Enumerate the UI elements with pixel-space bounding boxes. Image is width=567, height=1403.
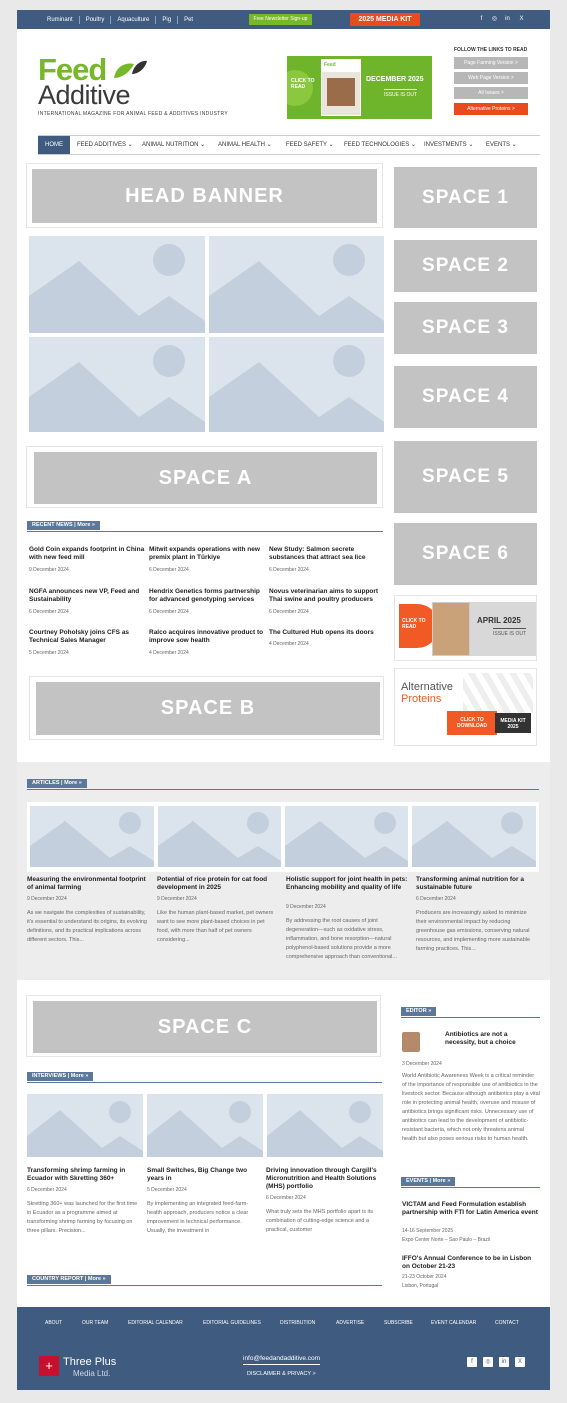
event-date: 21-23 October 2024 [402,1274,447,1280]
nav-animal-nutrition-label: ANIMAL NUTRITION [142,142,199,148]
main-nav [38,135,540,155]
top-nav-pet[interactable]: Pet [184,17,194,23]
editor-avatar [402,1032,420,1052]
interview-title[interactable]: Transforming shrimp farming in Ecuador with Skretting 360+ [27,1167,126,1182]
interview-excerpt: By implementing an integrated feed-farm-health approach, producers notice a clear improvement in technical performance. Usually, the investment in [147,1201,249,1234]
footer-x-icon[interactable]: X [515,1357,525,1367]
space-6-banner[interactable]: SPACE 6 [394,523,537,585]
leaf-icon [112,58,148,80]
interview-image[interactable] [27,1094,143,1157]
ad-click-text: CLICK TO READ [291,78,315,90]
interview-title[interactable]: Driving innovation through Cargill's Micronutrition and Health Solutions (MHS) portfolio [266,1167,377,1190]
footer-disclaimer-link[interactable]: DISCLAIMER & PRIVACY > [247,1371,316,1377]
footer-instagram-icon[interactable]: ◎ [483,1357,493,1367]
article-title[interactable]: Measuring the environmental footprint of animal farming [27,876,146,891]
nav-feed-technologies-label: FEED TECHNOLOGIES [344,142,410,148]
footer-link-our-team[interactable]: OUR TEAM [82,1320,109,1326]
follow-link-page-farming[interactable]: Page Farming Version > [454,57,528,69]
footer-link-editorial-calendar[interactable]: EDITORIAL CALENDAR [128,1320,183,1326]
events-header[interactable] [401,1177,540,1188]
news-title[interactable]: New Study: Salmon secrete substances that attract sea lice [269,546,366,561]
december-issue-ad[interactable] [287,56,432,119]
follow-link-web-page[interactable]: Web Page Version > [454,72,528,84]
article-excerpt: By addressing the root causes of joint degeneration—such as oxidative stress, inflammation, and bone resorption—natural polyphenol-based solutions provide a more comprehensive approach than conventional... [286,918,397,960]
follow-link-alternative-proteins[interactable]: Alternative Proteins > [454,103,528,115]
april-ad-month: APRIL 2025 [477,616,521,625]
footer-link-editorial-guidelines[interactable]: EDITORIAL GUIDELINES [203,1320,261,1326]
footer-facebook-icon[interactable]: f [467,1357,477,1367]
april-ad-status: ISSUE IS OUT [493,628,526,637]
nav-investments[interactable]: INVESTMENTS ⌄ [424,142,474,148]
interview-excerpt: What truly sets the MHS portfolio apart is its combination of cutting-edge science and a practical, customer [266,1209,373,1233]
event-title[interactable]: IFFO's Annual Conference to be in Lisbon on October 21-23 [402,1255,532,1270]
alt-ad-line1: Alternative [401,681,453,693]
nav-events-label: EVENTS [486,142,511,148]
image-placeholder-icon [267,1094,383,1157]
country-report-header[interactable] [27,1275,382,1286]
news-date: 4 December 2024 [149,650,189,656]
event-title[interactable]: VICTAM and Feed Formulation establish partnership with FTI for Latin America event [402,1201,538,1216]
interviews-header[interactable] [27,1072,382,1083]
footer-link-advertise[interactable]: ADVERTISE [336,1320,365,1326]
editor-header[interactable] [401,1007,540,1018]
image-placeholder-icon [27,1094,143,1157]
image-placeholder-icon [412,806,536,867]
article-image[interactable] [412,806,536,867]
x-icon[interactable]: X [519,16,524,22]
news-date: 6 December 2024 [149,567,189,573]
nav-events[interactable]: EVENTS ⌄ [486,142,517,148]
image-placeholder-icon [29,337,205,432]
logo-additive-text[interactable]: Additive [38,80,131,110]
news-title[interactable]: Ralco acquires innovative product to improve sow health [149,629,264,644]
logo-tagline: INTERNATIONAL MAGAZINE FOR ANIMAL FEED & ADDITIVES INDUSTRY [38,111,228,117]
events-label[interactable]: EVENTS | More » [401,1177,455,1186]
article-image[interactable] [30,806,154,867]
editor-label[interactable]: EDITOR » [401,1007,436,1016]
footer-linkedin-icon[interactable]: in [499,1357,509,1367]
news-date: 9 December 2024 [29,567,69,573]
news-date: 6 December 2024 [269,609,309,615]
top-nav-aquaculture[interactable]: Aquaculture [111,16,156,24]
alternative-proteins-ad[interactable] [394,668,537,746]
recent-news-header[interactable] [27,521,383,532]
recent-news-label[interactable]: RECENT NEWS | More » [27,521,100,530]
article-date: 9 December 2024 [27,896,67,902]
interview-image[interactable] [267,1094,383,1157]
news-title[interactable]: NGFA announces new VP, Feed and Sustainability [29,588,140,603]
ad-status: ISSUE IS OUT [384,89,417,98]
space-2-banner[interactable]: SPACE 2 [394,240,537,292]
nav-feed-additives[interactable]: FEED ADDITIVES ⌄ [77,142,133,148]
nav-feed-safety[interactable]: FEED SAFETY ⌄ [286,142,334,148]
article-title[interactable]: Holistic support for joint health in pets: Enhancing mobility and quality of life [286,876,408,891]
april-issue-ad[interactable] [394,595,537,661]
footer-link-distribution[interactable]: DISTRIBUTION [280,1320,316,1326]
image-placeholder-icon [209,236,384,333]
nav-feed-technologies[interactable]: FEED TECHNOLOGIES ⌄ [344,142,416,148]
news-title[interactable]: The Cultured Hub opens its doors [269,629,374,636]
follow-link-all-issues[interactable]: All Issues > [454,87,528,99]
top-nav-poultry[interactable]: Poultry [80,16,112,24]
news-title[interactable]: Mitwit expands operations with new premix plant in Türkiye [149,546,260,561]
footer-link-contact[interactable]: CONTACT [495,1320,519,1326]
news-date: 6 December 2024 [29,609,69,615]
hex-pattern [463,673,533,713]
articles-header[interactable] [27,779,539,790]
footer-link-about[interactable]: ABOUT [45,1320,63,1326]
featured-image-2[interactable] [209,236,384,333]
image-placeholder-icon [209,337,384,432]
facebook-icon[interactable]: f [480,16,483,22]
interview-date: 6 December 2024 [266,1195,306,1201]
image-placeholder-icon [30,806,154,867]
featured-image-3[interactable] [29,337,205,432]
image-placeholder-icon [147,1094,263,1157]
top-bar [17,10,550,29]
news-title[interactable]: Novus veterinarian aims to support Thai swine and poultry producers [269,588,379,603]
ad-month: DECEMBER 2025 [366,76,424,83]
article-title[interactable]: Potential of rice protein for cat food development in 2025 [157,876,268,891]
interview-image[interactable] [147,1094,263,1157]
nav-animal-nutrition[interactable]: ANIMAL NUTRITION ⌄ [142,142,206,148]
footer-email-link[interactable]: info@feedandadditive.com [243,1355,320,1365]
nav-feed-additives-label: FEED ADDITIVES [77,142,127,148]
top-nav-ruminant[interactable]: Ruminant [41,16,80,24]
article-date: 6 December 2024 [416,896,456,902]
april-ad-click: CLICK TO READ [402,618,426,630]
article-title[interactable]: Transforming animal nutrition for a sustainable future [416,876,524,891]
nav-animal-health-label: ANIMAL HEALTH [218,142,266,148]
magazine-cover: Feed [321,59,361,116]
editor-date: 3 December 2024 [402,1061,442,1067]
image-placeholder-icon [285,806,408,867]
country-report-label[interactable]: COUNTRY REPORT | More » [27,1275,111,1284]
nav-animal-health[interactable]: ANIMAL HEALTH ⌄ [218,142,272,148]
article-excerpt: Like the human plant-based market, pet owners want to see more plant-based choices in pet food, with more than half of pet owners considering... [157,910,274,943]
image-placeholder-icon [158,806,281,867]
instagram-icon[interactable]: ◎ [491,16,498,22]
alt-ad-kit: MEDIA KIT 2025 [495,713,531,733]
article-excerpt: Producers are increasingly asked to minimize their environmental impact by reducing greenhouse gas emissions, conserving natural resources, and implementing more sustainable farming practices. This... [416,910,531,952]
top-nav [41,16,199,24]
news-date: 4 December 2024 [269,641,309,647]
footer [17,1307,550,1390]
head-banner[interactable]: HEAD BANNER [32,169,377,223]
linkedin-icon[interactable]: in [505,16,510,22]
nav-investments-label: INVESTMENTS [424,142,467,148]
editor-title[interactable]: Antibiotics are not a necessity, but a choice [445,1031,516,1046]
interview-title[interactable]: Small Switches, Big Change two years in [147,1167,248,1182]
interview-date: 5 December 2024 [147,1187,187,1193]
footer-link-subscribe[interactable]: SUBSCRIBE [384,1320,413,1326]
follow-title: FOLLOW THE LINKS TO READ [454,47,528,53]
space-4-banner[interactable]: SPACE 4 [394,366,537,428]
footer-link-event-calendar[interactable]: EVENT CALENDAR [431,1320,477,1326]
news-title[interactable]: Courtney Poholsky joins CFS as Technical Sales Manager [29,629,130,644]
event-place: Lisbon, Portugal [402,1283,439,1289]
space-3-banner[interactable]: SPACE 3 [394,302,537,354]
april-magazine-cover [432,602,470,656]
media-kit-button[interactable]: 2025 MEDIA KIT [350,13,420,26]
newsletter-signup-button[interactable]: Free Newsletter Sign-up [249,14,312,25]
articles-label[interactable]: ARTICLES | More » [27,779,87,788]
article-image[interactable] [285,806,408,867]
article-image[interactable] [158,806,281,867]
interview-date: 6 December 2024 [27,1187,67,1193]
news-date: 6 December 2024 [269,567,309,573]
company-name-line1[interactable]: Three Plus [63,1356,117,1368]
article-excerpt: As we navigate the complexities of sustainability, it's essential to understand its origins, its evolving definitions, and its practical implications across different sectors. This... [27,910,147,943]
three-plus-logo-icon: + [39,1356,59,1376]
editor-excerpt: World Antibiotic Awareness Week is a critical reminder of the importance of responsible use of antibiotics in the livestock sector. Because although antibiotics play a vital role in protecting animal health, overuse and misuse of antibiotics brings significant risks. Unnecessary use of antibiotics can lead to the development of antibiotic-resistant bacteria, which not only threatens animal health but also poses serious risks to human health. [402,1073,540,1142]
article-date: 9 December 2024 [286,904,326,910]
company-name-line2: Media Ltd. [73,1369,111,1378]
logo-feed-text[interactable]: Feed [38,52,107,87]
nav-home[interactable]: HOME [38,136,70,154]
alt-ad-line2: Proteins [401,693,442,705]
event-date: 14-16 September 2025 [402,1228,454,1234]
featured-image-1[interactable] [29,236,205,333]
space-b-banner[interactable]: SPACE B [36,682,380,735]
alt-ad-download-button[interactable]: CLICK TO DOWNLOAD [447,711,497,735]
news-title[interactable]: Hendrix Genetics forms partnership for advanced genotyping services [149,588,260,603]
space-c-banner[interactable]: SPACE C [33,1001,377,1053]
interview-excerpt: Skretting 360+ was launched for the first time in Ecuador as a programme aimed at transforming shrimp farming by focusing on three pillars. Precision... [27,1201,138,1234]
top-nav-pig[interactable]: Pig [156,16,178,24]
space-a-banner[interactable]: SPACE A [34,452,377,504]
news-date: 6 December 2024 [149,609,189,615]
news-date: 5 December 2024 [29,650,69,656]
interviews-label[interactable]: INTERVIEWS | More » [27,1072,93,1081]
image-placeholder-icon [29,236,205,333]
featured-image-4[interactable] [209,337,384,432]
nav-feed-safety-label: FEED SAFETY [286,142,327,148]
event-place: Expo Center Norte – Sao Paulo – Brazil [402,1237,491,1243]
space-5-banner[interactable]: SPACE 5 [394,441,537,513]
news-title[interactable]: Gold Coin expands footprint in China with new feed mill [29,546,145,561]
article-date: 9 December 2024 [157,896,197,902]
space-1-banner[interactable]: SPACE 1 [394,167,537,228]
